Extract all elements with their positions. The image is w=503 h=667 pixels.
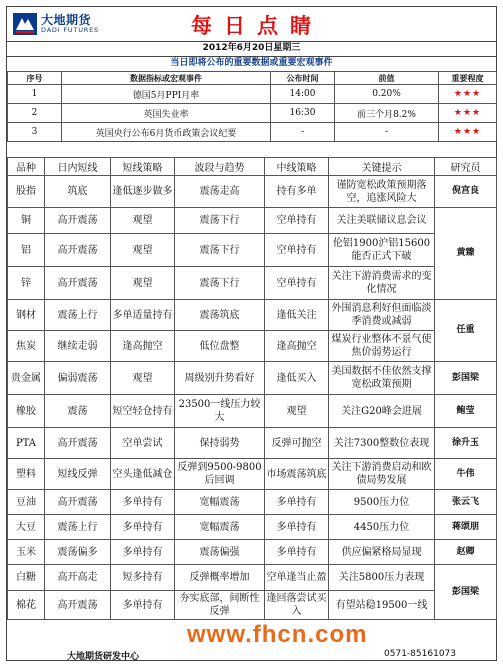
mid-strategy-cell: 多单持有 — [265, 515, 329, 540]
event-importance: ★★★ — [439, 123, 497, 142]
swing-cell: 宽幅震荡 — [175, 515, 265, 540]
variety-cell: 铜 — [8, 208, 45, 234]
event-time: 14:00 — [271, 85, 335, 104]
variety-cell: 钢材 — [8, 300, 45, 331]
strategy-row — [8, 176, 497, 208]
events-col-header: 前值 — [335, 72, 439, 85]
key-tip-cell: 关注7300整数位表现 — [329, 428, 435, 459]
intraday-cell: 高开震荡 — [45, 591, 111, 620]
footer — [7, 630, 496, 661]
events-row — [8, 104, 497, 123]
researcher-cell: 赵卿 — [435, 540, 497, 565]
key-tip-cell: 谨防宽松政策预期落空，追涨风险大 — [329, 176, 435, 208]
short-strategy-cell: 多单持有 — [111, 515, 175, 540]
short-strategy-cell: 空单尝试 — [111, 428, 175, 459]
key-tip-cell: 关注G20峰会进展 — [329, 395, 435, 428]
short-strategy-cell: 观望 — [111, 362, 175, 395]
event-importance: ★★★ — [439, 85, 497, 104]
mid-strategy-cell: 逢低关注 — [265, 300, 329, 331]
strategy-row — [8, 490, 497, 515]
mid-strategy-cell: 空单逢当止盈 — [265, 565, 329, 591]
researcher-cell: 鲍莹 — [435, 395, 497, 428]
variety-cell: 棉花 — [8, 591, 45, 620]
researcher-cell: 任重 — [435, 300, 497, 362]
events-row — [8, 123, 497, 142]
event-importance: ★★★ — [439, 104, 497, 123]
variety-cell: 焦炭 — [8, 331, 45, 362]
events-row — [8, 85, 497, 104]
variety-cell: 白糖 — [8, 565, 45, 591]
company-name: 大地期货 — [41, 13, 92, 27]
short-strategy-cell: 多单持有 — [111, 540, 175, 565]
strategy-row — [8, 459, 497, 490]
variety-cell: 锌 — [8, 267, 45, 300]
short-strategy-cell: 空头逢低减仓 — [111, 459, 175, 490]
mid-strategy-cell: 逢回落尝试买入 — [265, 591, 329, 620]
page-title: 每日点睛 — [191, 14, 323, 38]
swing-cell: 23500一线压力较大 — [175, 395, 265, 428]
key-tip-cell: 4450压力位 — [329, 515, 435, 540]
swing-cell: 震荡偏强 — [175, 540, 265, 565]
footer-phone: 0571-85161073 — [384, 649, 456, 659]
short-strategy-cell: 观望 — [111, 267, 175, 300]
strategy-header-row — [8, 158, 497, 176]
researcher-cell: 牛伟 — [435, 459, 497, 490]
variety-cell: 塑料 — [8, 459, 45, 490]
events-table — [7, 71, 497, 142]
variety-cell: 贵金属 — [8, 362, 45, 395]
intraday-cell: 高开震荡 — [45, 267, 111, 300]
strategy-row — [8, 362, 497, 395]
strategy-row — [8, 395, 497, 428]
mid-strategy-cell: 多单持有 — [265, 490, 329, 515]
strategy-col-header: 短线策略 — [111, 158, 175, 176]
event-no: 1 — [8, 85, 62, 104]
swing-cell: 震荡筑底 — [175, 300, 265, 331]
events-col-header: 重要程度 — [439, 72, 497, 85]
swing-cell: 周级别升势看好 — [175, 362, 265, 395]
variety-cell: 铝 — [8, 234, 45, 267]
event-prev: 前三个月8.2% — [335, 104, 439, 123]
strategy-col-header: 关键提示 — [329, 158, 435, 176]
strategy-row — [8, 331, 497, 362]
watermark: www.fhcn.com — [187, 621, 368, 648]
short-strategy-cell: 逢低逐步做多 — [111, 176, 175, 208]
mid-strategy-cell: 空单持有 — [265, 234, 329, 267]
strategy-row — [8, 428, 497, 459]
date-line: 2012年6月20日星期三 — [7, 41, 496, 57]
intraday-cell: 高开震荡 — [45, 208, 111, 234]
short-strategy-cell: 多单持有 — [111, 591, 175, 620]
event-prev: 0.20% — [335, 85, 439, 104]
strategy-row — [8, 565, 497, 591]
event-prev: - — [335, 123, 439, 142]
intraday-cell: 继续走弱 — [45, 331, 111, 362]
strategy-row — [8, 267, 497, 300]
short-strategy-cell: 观望 — [111, 234, 175, 267]
section-subhead: 当日即将公布的重要数据或重要宏观事件 — [7, 56, 496, 72]
strategy-row — [8, 234, 497, 267]
key-tip-cell: 关注下游消费启动和欧债局势发展 — [329, 459, 435, 490]
variety-cell: 玉米 — [8, 540, 45, 565]
event-no: 2 — [8, 104, 62, 123]
swing-cell: 反弹到9500-9800后回调 — [175, 459, 265, 490]
key-tip-cell: 供应偏紧格局显现 — [329, 540, 435, 565]
short-strategy-cell: 短空轻仓持有 — [111, 395, 175, 428]
key-tip-cell: 关注美联储议息会议 — [329, 208, 435, 234]
company-logo — [13, 11, 123, 37]
swing-cell: 低位盘整 — [175, 331, 265, 362]
events-col-header: 公布时间 — [271, 72, 335, 85]
researcher-cell: 黄臻 — [435, 208, 497, 300]
mid-strategy-cell: 反弹可抛空 — [265, 428, 329, 459]
strategy-col-header: 日内短线 — [45, 158, 111, 176]
mid-strategy-cell: 逢低买入 — [265, 362, 329, 395]
strategy-row — [8, 300, 497, 331]
strategy-row — [8, 515, 497, 540]
header — [7, 7, 496, 42]
events-col-header: 数据指标或宏观事件 — [62, 72, 271, 85]
swing-cell: 震荡下行 — [175, 267, 265, 300]
swing-cell: 保持弱势 — [175, 428, 265, 459]
key-tip-cell: 煤炭行业整体不景气使焦价弱势运行 — [329, 331, 435, 362]
strategy-row — [8, 208, 497, 234]
researcher-cell: 倪宫良 — [435, 176, 497, 208]
intraday-cell: 筑底 — [45, 176, 111, 208]
intraday-cell: 高开震荡 — [45, 234, 111, 267]
short-strategy-cell: 多单持有 — [111, 490, 175, 515]
mid-strategy-cell: 多单持有 — [265, 540, 329, 565]
key-tip-cell: 伦铝1900沪铝15600能否正式下破 — [329, 234, 435, 267]
strategy-table — [7, 157, 497, 620]
researcher-cell: 张云飞 — [435, 490, 497, 515]
intraday-cell: 短线反弹 — [45, 459, 111, 490]
short-strategy-cell: 短多持有 — [111, 565, 175, 591]
mid-strategy-cell: 市场震荡筑底 — [265, 459, 329, 490]
event-name: 德国5月PPI月率 — [62, 85, 271, 104]
event-name: 英国失业率 — [62, 104, 271, 123]
event-no: 3 — [8, 123, 62, 142]
events-col-header: 序号 — [8, 72, 62, 85]
variety-cell: 橡胶 — [8, 395, 45, 428]
key-tip-cell: 有望站稳19500一线 — [329, 591, 435, 620]
swing-cell: 宽幅震荡 — [175, 490, 265, 515]
variety-cell: 股指 — [8, 176, 45, 208]
strategy-col-header: 中线策略 — [265, 158, 329, 176]
strategy-row — [8, 591, 497, 620]
short-strategy-cell: 逢高抛空 — [111, 331, 175, 362]
strategy-col-header: 波段与趋势 — [175, 158, 265, 176]
mid-strategy-cell: 逢高抛空 — [265, 331, 329, 362]
intraday-cell: 高开高走 — [45, 565, 111, 591]
mid-strategy-cell: 持有多单 — [265, 176, 329, 208]
mid-strategy-cell: 观望 — [265, 395, 329, 428]
strategy-row — [8, 540, 497, 565]
key-tip-cell: 关注下游消费需求的变化情况 — [329, 267, 435, 300]
swing-cell: 震荡下行 — [175, 234, 265, 267]
swing-cell: 震荡下行 — [175, 208, 265, 234]
strategy-col-header: 研究员 — [435, 158, 497, 176]
key-tip-cell: 美国数据不佳依然支撑宽松政策预期 — [329, 362, 435, 395]
intraday-cell: 震荡偏多 — [45, 540, 111, 565]
researcher-cell: 徐升玉 — [435, 428, 497, 459]
company-sub: DADI FUTURES — [41, 26, 99, 34]
researcher-cell: 彭国梁 — [435, 362, 497, 395]
swing-cell: 震荡走高 — [175, 176, 265, 208]
short-strategy-cell: 观望 — [111, 208, 175, 234]
key-tip-cell: 外围消息利好但面临淡季消费或减弱 — [329, 300, 435, 331]
researcher-cell: 彭国梁 — [435, 565, 497, 620]
intraday-cell: 震荡上行 — [45, 300, 111, 331]
researcher-cell: 蒋颂朋 — [435, 515, 497, 540]
intraday-cell: 高开震荡 — [45, 428, 111, 459]
swing-cell: 夯实底部，间断性反弹 — [175, 591, 265, 620]
key-tip-cell: 关注5800压力表现 — [329, 565, 435, 591]
event-time: 16:30 — [271, 104, 335, 123]
intraday-cell: 偏弱震荡 — [45, 362, 111, 395]
event-name: 英国央行公布6月货币政策会议纪要 — [62, 123, 271, 142]
intraday-cell: 震荡上行 — [45, 515, 111, 540]
mid-strategy-cell: 空单持有 — [265, 267, 329, 300]
variety-cell: 豆油 — [8, 490, 45, 515]
events-header-row — [8, 72, 497, 85]
event-time: - — [271, 123, 335, 142]
report-page — [6, 6, 497, 661]
logo-icon — [13, 13, 37, 35]
intraday-cell: 高开震荡 — [45, 490, 111, 515]
variety-cell: PTA — [8, 428, 45, 459]
mid-strategy-cell: 空单持有 — [265, 208, 329, 234]
footer-org: 大地期货研发中心 — [67, 652, 140, 662]
intraday-cell: 震荡 — [45, 395, 111, 428]
key-tip-cell: 9500压力位 — [329, 490, 435, 515]
variety-cell: 大豆 — [8, 515, 45, 540]
short-strategy-cell: 多单适量持有 — [111, 300, 175, 331]
strategy-col-header: 品种 — [8, 158, 45, 176]
swing-cell: 反弹概率增加 — [175, 565, 265, 591]
